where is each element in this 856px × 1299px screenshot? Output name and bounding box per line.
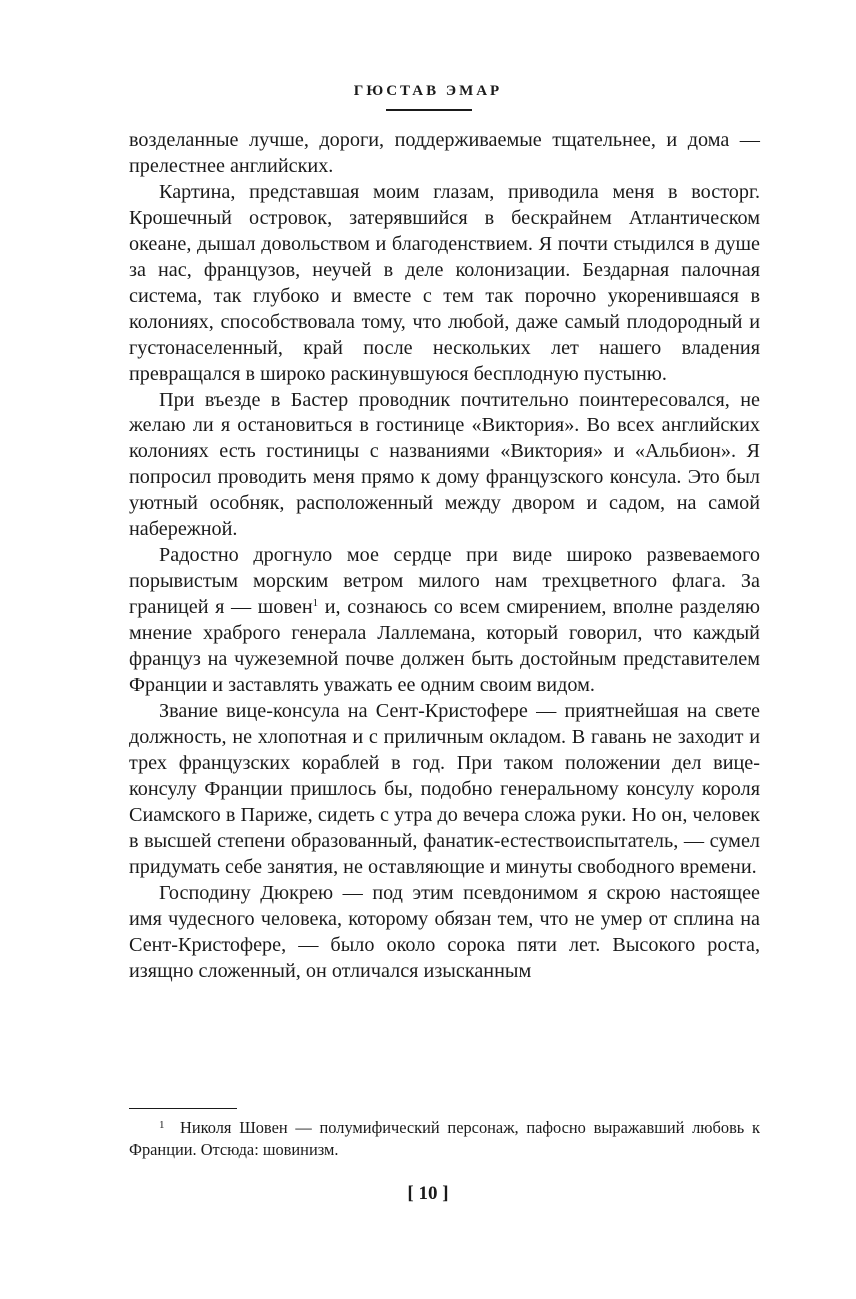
- paragraph-4: [129, 543, 760, 699]
- paragraph-2: Картина, представшая моим глазам, приводила меня в восторг. Крошечный островок, затерявшийся в бескрайнем Атлантическом океане, дышал довольством и благоденствием. Я почти стыдился в душе за нас, французов, неучей в деле колонизации. Бездарная палочная система, так глубоко и вместе с тем так порочно укоренившаяся в колониях, способствовала тому, что любой, даже самый плодородный и густонаселенный, край после нескольких лет нашего владения превращался в широко раскинувшуюся бесплодную пустыню.: [129, 180, 760, 385]
- paragraph-5: Звание вице-консула на Сент-Кристофере — приятнейшая на свете должность, не хлопотная и с приличным окладом. В гавань не заходит и трех французских кораблей в год. При таком положении дел вице-консулу Франции пришлось бы, подобно генеральному консулу короля Сиамского в Париже, сидеть с утра до вечера сложа руки. Но он, человек в высшей степени образованный, фанатик-естествоиспытатель, — сумел придумать себе занятия, не оставляющие и минуты свободного времени.: [129, 699, 760, 878]
- paragraph-3: При въезде в Бастер проводник почтительно поинтересовался, не желаю ли я остановиться в гостинице «Виктория». Во всех английских колониях есть гостиницы с названиями «Виктория» и «Альбион». Я попросил проводить меня прямо к дому французского консула. Это был уютный особняк, расположенный между двором и садом, на самой набережной.: [129, 388, 760, 541]
- page-number: [ 10 ]: [407, 1183, 449, 1204]
- running-header-title: ГЮСТАВ ЭМАР: [353, 83, 503, 99]
- footnote: [129, 1117, 760, 1161]
- paragraph-1: возделанные лучше, дороги, поддерживаемые тщательнее, и дома — прелестнее английских.: [129, 129, 760, 177]
- header-rule: [386, 109, 472, 111]
- paragraph-4-start: Радостно дрогнуло мое сердце при виде широко развеваемого порывистым морским ветром милого нам трехцветного флага. За границей я — шовен: [129, 544, 760, 619]
- paragraph-6: Господину Дюкрею — под этим псевдонимом я скрою настоящее имя чудесного человека, которому обязан тем, что не умер от сплина на Сент-Кристофере, — было около сорока пяти лет. Высокого роста, изящно сложенный, он отличался изысканным: [129, 881, 760, 982]
- paragraph-4-end: и, сознаюсь со всем смирением, вполне разделяю мнение храброго генерала Лаллемана, который говорил, что каждый француз на чужеземной почве должен быть достойным представителем Франции и заставлять уважать ее одним своим видом.: [129, 596, 760, 697]
- footnote-number: 1: [159, 1119, 165, 1131]
- footnote-reference[interactable]: 1: [312, 597, 319, 610]
- main-text-block: [129, 128, 760, 984]
- footnote-rule: [129, 1108, 237, 1109]
- footnote-text: Николя Шовен — полумифический персонаж, пафосно выражавший любовь к Франции. Отсюда: шовинизм.: [129, 1118, 760, 1159]
